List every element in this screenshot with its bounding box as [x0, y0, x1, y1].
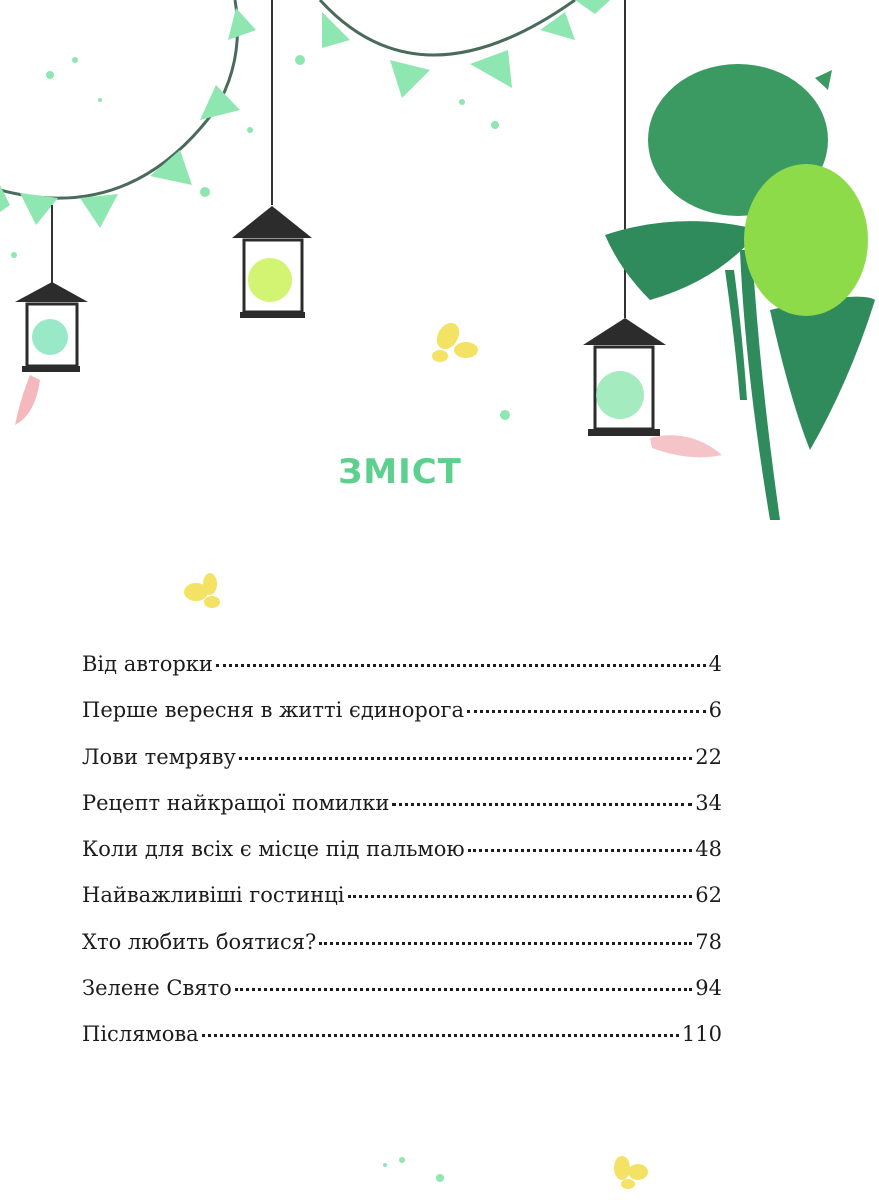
toc-item-page: 78	[695, 929, 722, 954]
toc-item-page: 48	[695, 837, 722, 862]
toc-item[interactable]	[82, 791, 722, 837]
toc-item-page: 22	[695, 744, 722, 769]
toc-item[interactable]	[82, 1022, 722, 1068]
toc-leader-dots	[239, 756, 692, 760]
page-title: ЗМІСТ	[338, 452, 462, 492]
butterfly-top	[432, 319, 478, 362]
toc-item-title: Перше вересня в житті єдинорога	[82, 698, 464, 723]
toc-leader-dots	[319, 941, 692, 945]
toc-leader-dots	[392, 802, 692, 806]
toc-item-page: 62	[695, 883, 722, 908]
toc-leader-dots	[467, 709, 706, 713]
toc-item[interactable]	[82, 652, 722, 698]
toc-item-title: Хто любить боятися?	[82, 929, 317, 954]
toc-item[interactable]	[82, 837, 722, 883]
toc-item-page: 6	[708, 698, 722, 723]
hoop-garland-left	[0, 0, 256, 228]
toc-item[interactable]	[82, 698, 722, 744]
toc-leader-dots	[216, 663, 706, 667]
toc-item[interactable]	[82, 930, 722, 976]
toc-item[interactable]	[82, 883, 722, 929]
butterfly-bottom	[614, 1156, 648, 1189]
toc-item-title: Післямова	[82, 1022, 199, 1047]
toc-item-title: Лови темряву	[82, 744, 236, 769]
hoop-garland-center	[320, 0, 610, 98]
balloon-light-green	[744, 164, 868, 316]
toc-item[interactable]	[82, 976, 722, 1022]
toc-item-title: Рецепт найкращої помилки	[82, 790, 390, 815]
toc-item-page: 110	[681, 1022, 722, 1047]
toc-leader-dots	[235, 987, 692, 991]
butterfly-middle	[184, 573, 220, 608]
lantern-center	[232, 0, 312, 318]
toc-item-title: Зелене Свято	[82, 976, 232, 1001]
toc-item-title: Коли для всіх є місце під пальмою	[82, 837, 465, 862]
toc-leader-dots	[468, 848, 693, 852]
toc-item-page: 94	[695, 976, 722, 1001]
toc-item[interactable]	[82, 745, 722, 791]
toc-leader-dots	[202, 1033, 679, 1037]
table-of-contents	[82, 652, 722, 1069]
lantern-left	[15, 205, 88, 425]
toc-item-title: Найважливіші гостинці	[82, 883, 345, 908]
toc-item-page: 34	[695, 790, 722, 815]
toc-leader-dots	[348, 894, 693, 898]
toc-item-page: 4	[708, 652, 722, 676]
toc-item-title: Від авторки	[82, 652, 213, 676]
